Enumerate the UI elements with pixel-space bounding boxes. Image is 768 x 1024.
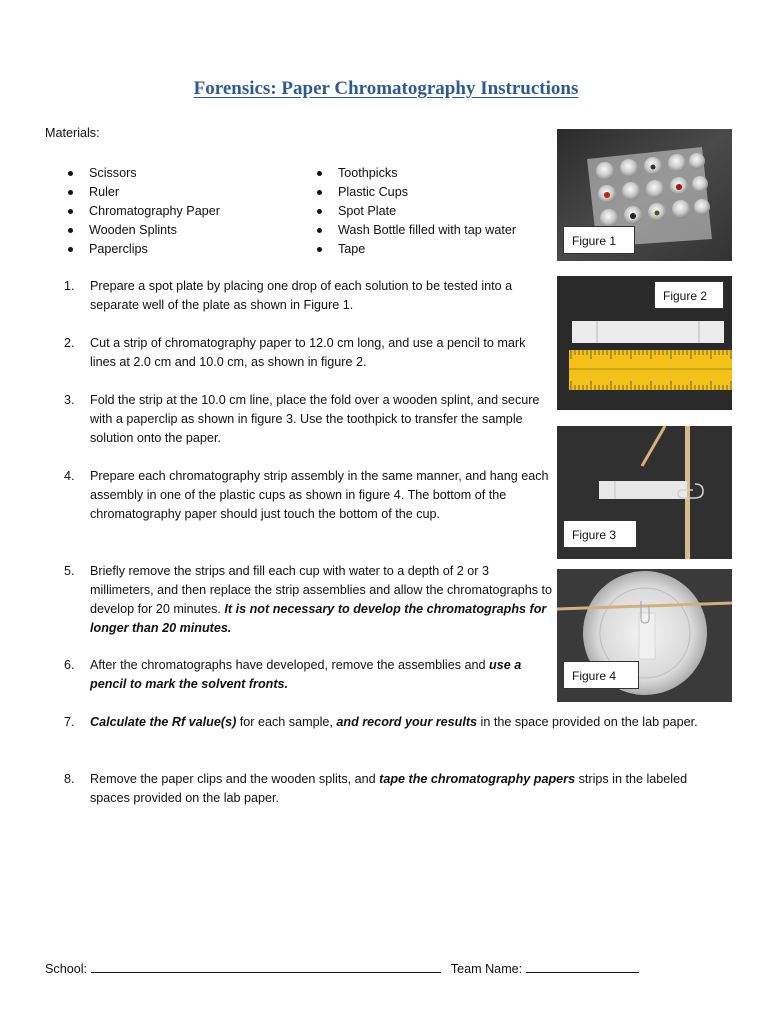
step-5 <box>64 562 554 638</box>
step-text-emphasis: and record your results <box>336 715 478 729</box>
step-2 <box>64 334 554 372</box>
step-text-plain: Remove the paper clips and the wooden splits, and <box>90 772 380 786</box>
step-number: 3. <box>64 393 75 407</box>
materials-list-left <box>64 164 220 259</box>
step-number: 5. <box>64 564 75 578</box>
figure-3-photo <box>557 426 732 559</box>
step-text <box>90 656 554 694</box>
material-item: Wooden Splints <box>64 221 220 240</box>
materials-list-right <box>313 164 516 259</box>
step-number: 6. <box>64 658 75 672</box>
step-text: Cut a strip of chromatography paper to 12.0 cm long, and use a pencil to mark lines at 2.0 cm and 10.0 cm, as shown in figure 2. <box>90 336 526 369</box>
step-text: Prepare a spot plate by placing one drop of each solution to be tested into a separate well of the plate as shown in Figure 1. <box>90 279 513 312</box>
step-text-plain: for each sample, <box>236 715 337 729</box>
material-item: Spot Plate <box>313 202 516 221</box>
material-item: Plastic Cups <box>313 183 516 202</box>
footer <box>45 960 639 976</box>
figure-1-caption: Figure 1 <box>563 226 635 254</box>
step-1 <box>64 277 554 315</box>
step-8 <box>64 770 714 808</box>
step-number: 1. <box>64 279 75 293</box>
page-title: Forensics: Paper Chromatography Instructions <box>193 78 579 99</box>
figure-3-caption: Figure 3 <box>563 520 637 548</box>
step-text <box>90 713 714 732</box>
material-item: Scissors <box>64 164 220 183</box>
step-text: Prepare each chromatography strip assembly in the same manner, and hang each assembly in one of the plastic cups as shown in figure 4. The bottom of the chromatography paper should just touch the bottom of the cup. <box>90 469 549 521</box>
step-text-emphasis: Calculate the Rf value(s) <box>90 715 237 729</box>
step-text-emphasis: tape the chromatography papers <box>379 772 576 786</box>
step-text <box>90 562 554 638</box>
material-item: Chromatography Paper <box>64 202 220 221</box>
material-item: Tape <box>313 240 516 259</box>
step-number: 8. <box>64 772 75 786</box>
step-7 <box>64 713 714 732</box>
team-name-blank[interactable] <box>526 960 639 973</box>
step-text <box>90 770 714 808</box>
step-number: 4. <box>64 469 75 483</box>
figure-4-photo <box>557 569 732 702</box>
step-6 <box>64 656 554 694</box>
step-number: 2. <box>64 336 75 350</box>
figure-2-photo <box>557 276 732 410</box>
school-blank[interactable] <box>91 960 441 973</box>
step-text-plain: in the space provided on the lab paper. <box>477 715 698 729</box>
step-text-emphasis: use a pencil to mark the solvent fronts. <box>90 658 522 691</box>
figure-1-photo <box>557 129 732 261</box>
figure-2-caption: Figure 2 <box>654 281 724 309</box>
step-text-plain: Briefly remove the strips and fill each cup with water to a depth of 2 or 3 millimeters, and then replace the strip assemblies and allow the chromatographs to develop for 20 minutes. <box>90 564 553 616</box>
material-item: Toothpicks <box>313 164 516 183</box>
material-item: Wash Bottle filled with tap water <box>313 221 516 240</box>
material-item: Paperclips <box>64 240 220 259</box>
figure-4-caption: Figure 4 <box>563 661 639 689</box>
step-number: 7. <box>64 715 75 729</box>
step-text: Fold the strip at the 10.0 cm line, place the fold over a wooden splint, and secure with a paperclip as shown in figure 3. Use the toothpick to transfer the sample solution onto the paper. <box>90 393 540 445</box>
step-text-plain: strips in the labeled spaces provided on the lab paper. <box>90 772 688 805</box>
materials-label: Materials: <box>45 126 100 140</box>
step-text-emphasis: It is not necessary to develop the chromatographs for longer than 20 minutes. <box>90 602 547 635</box>
team-name-label: Team Name: <box>450 962 523 976</box>
step-text-plain: After the chromatographs have developed, remove the assemblies and <box>90 658 490 672</box>
step-4 <box>64 467 554 524</box>
school-label: School: <box>45 962 88 976</box>
material-item: Ruler <box>64 183 220 202</box>
step-3 <box>64 391 554 448</box>
